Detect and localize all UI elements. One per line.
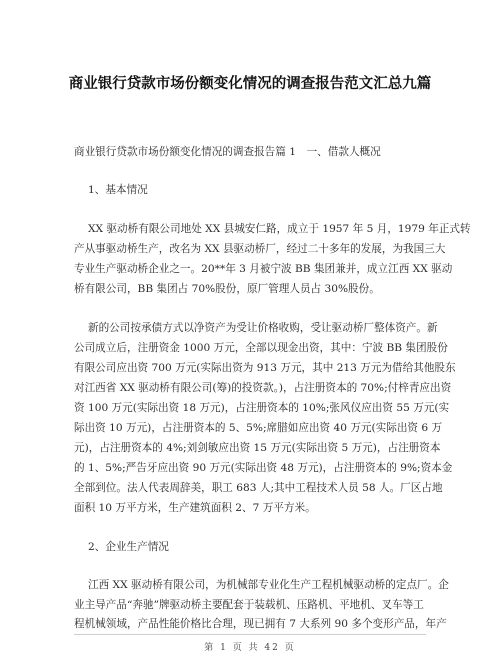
paragraph-line: 资 100 万元(实际出资 18 万元)，占注册资本的 10%;张风仪应出资 55 万元(实 [74, 402, 450, 414]
paragraph-line: 面积 10 万平方米，生产建筑面积 2、7 万平方米。 [74, 502, 316, 514]
footer-divider [74, 634, 426, 635]
paragraph-line: 产从事驱动桥生产，改名为 XX 县驱动桥厂，经过二十多年的发展，为我国三大 [74, 243, 446, 255]
paragraph-line: 有限公司应出资 700 万元(实际出资为 913 万元，其中 213 万元为借给其他股东 [74, 362, 456, 374]
page-footer: 第 1 页 共 42 页 [204, 643, 296, 653]
paragraph-line: 江西 XX 驱动桥有限公司，为机械部专业化生产工程机械驱动桥的定点厂。企 [88, 579, 449, 591]
paragraph-line: 元)，占注册资本的 4%;刘剑敏应出资 15 万元(实际出资 5 万元)，占注册资本 [74, 442, 441, 454]
paragraph-line: 公司成立后，注册资金 1000 万元，全部以现金出资，其中：宁波 BB 集团股份 [74, 342, 448, 354]
section-heading-production: 2、企业生产情况 [88, 541, 169, 553]
paragraph-line: 程机械领域，产品性能价格比合理，现已拥有 7 大系列 90 多个变形产品，年产 [74, 618, 447, 630]
paragraph-line: 桥有限公司，BB 集团占 70%股份，原厂管理人员占 30%股份。 [74, 283, 380, 295]
paragraph-line: 际出资 10 万元)，占注册资本的 5、5%;席腊如应出资 40 万元(实际出资 6 万 [74, 422, 443, 434]
paragraph-line: 全部到位。法人代表周辞美，职工 683 人;其中工程技术人员 58 人。厂区占地 [74, 482, 443, 494]
section-heading-basic-info: 1、基本情况 [88, 184, 148, 196]
paragraph-line: 的 1、5%;严告牙应出资 90 万元(实际出资 48 万元)，占注册资本的 9%;资本金 [74, 462, 453, 474]
paragraph-line: 业主导产品“奔驰”牌驱动桥主要配套于装载机、压路机、平地机、叉车等工 [74, 599, 424, 611]
intro-line: 商业银行贷款市场份额变化情况的调查报告篇 1 一、借款人概况 [74, 146, 381, 158]
paragraph-line: 专业生产驱动桥企业之一。20**年 3 月被宁波 BB 集团兼并，成立江西 XX 驱动 [74, 263, 453, 275]
paragraph-line: 新的公司按承债方式以净资产为受让价格收购，受让驱动桥厂整体资产。新 [88, 322, 438, 334]
paragraph-line: XX 驱动桥有限公司地处 XX 县城安仁路，成立于 1957 年 5 月，1979 年正式转 [88, 223, 471, 235]
paragraph-line: 对江西省 XX 驱动桥有限公司(筹)的投资款。)，占注册资本的 70%;付梓青应出资 [74, 382, 452, 394]
document-title: 商业银行贷款市场份额变化情况的调查报告范文汇总九篇 [68, 76, 432, 92]
